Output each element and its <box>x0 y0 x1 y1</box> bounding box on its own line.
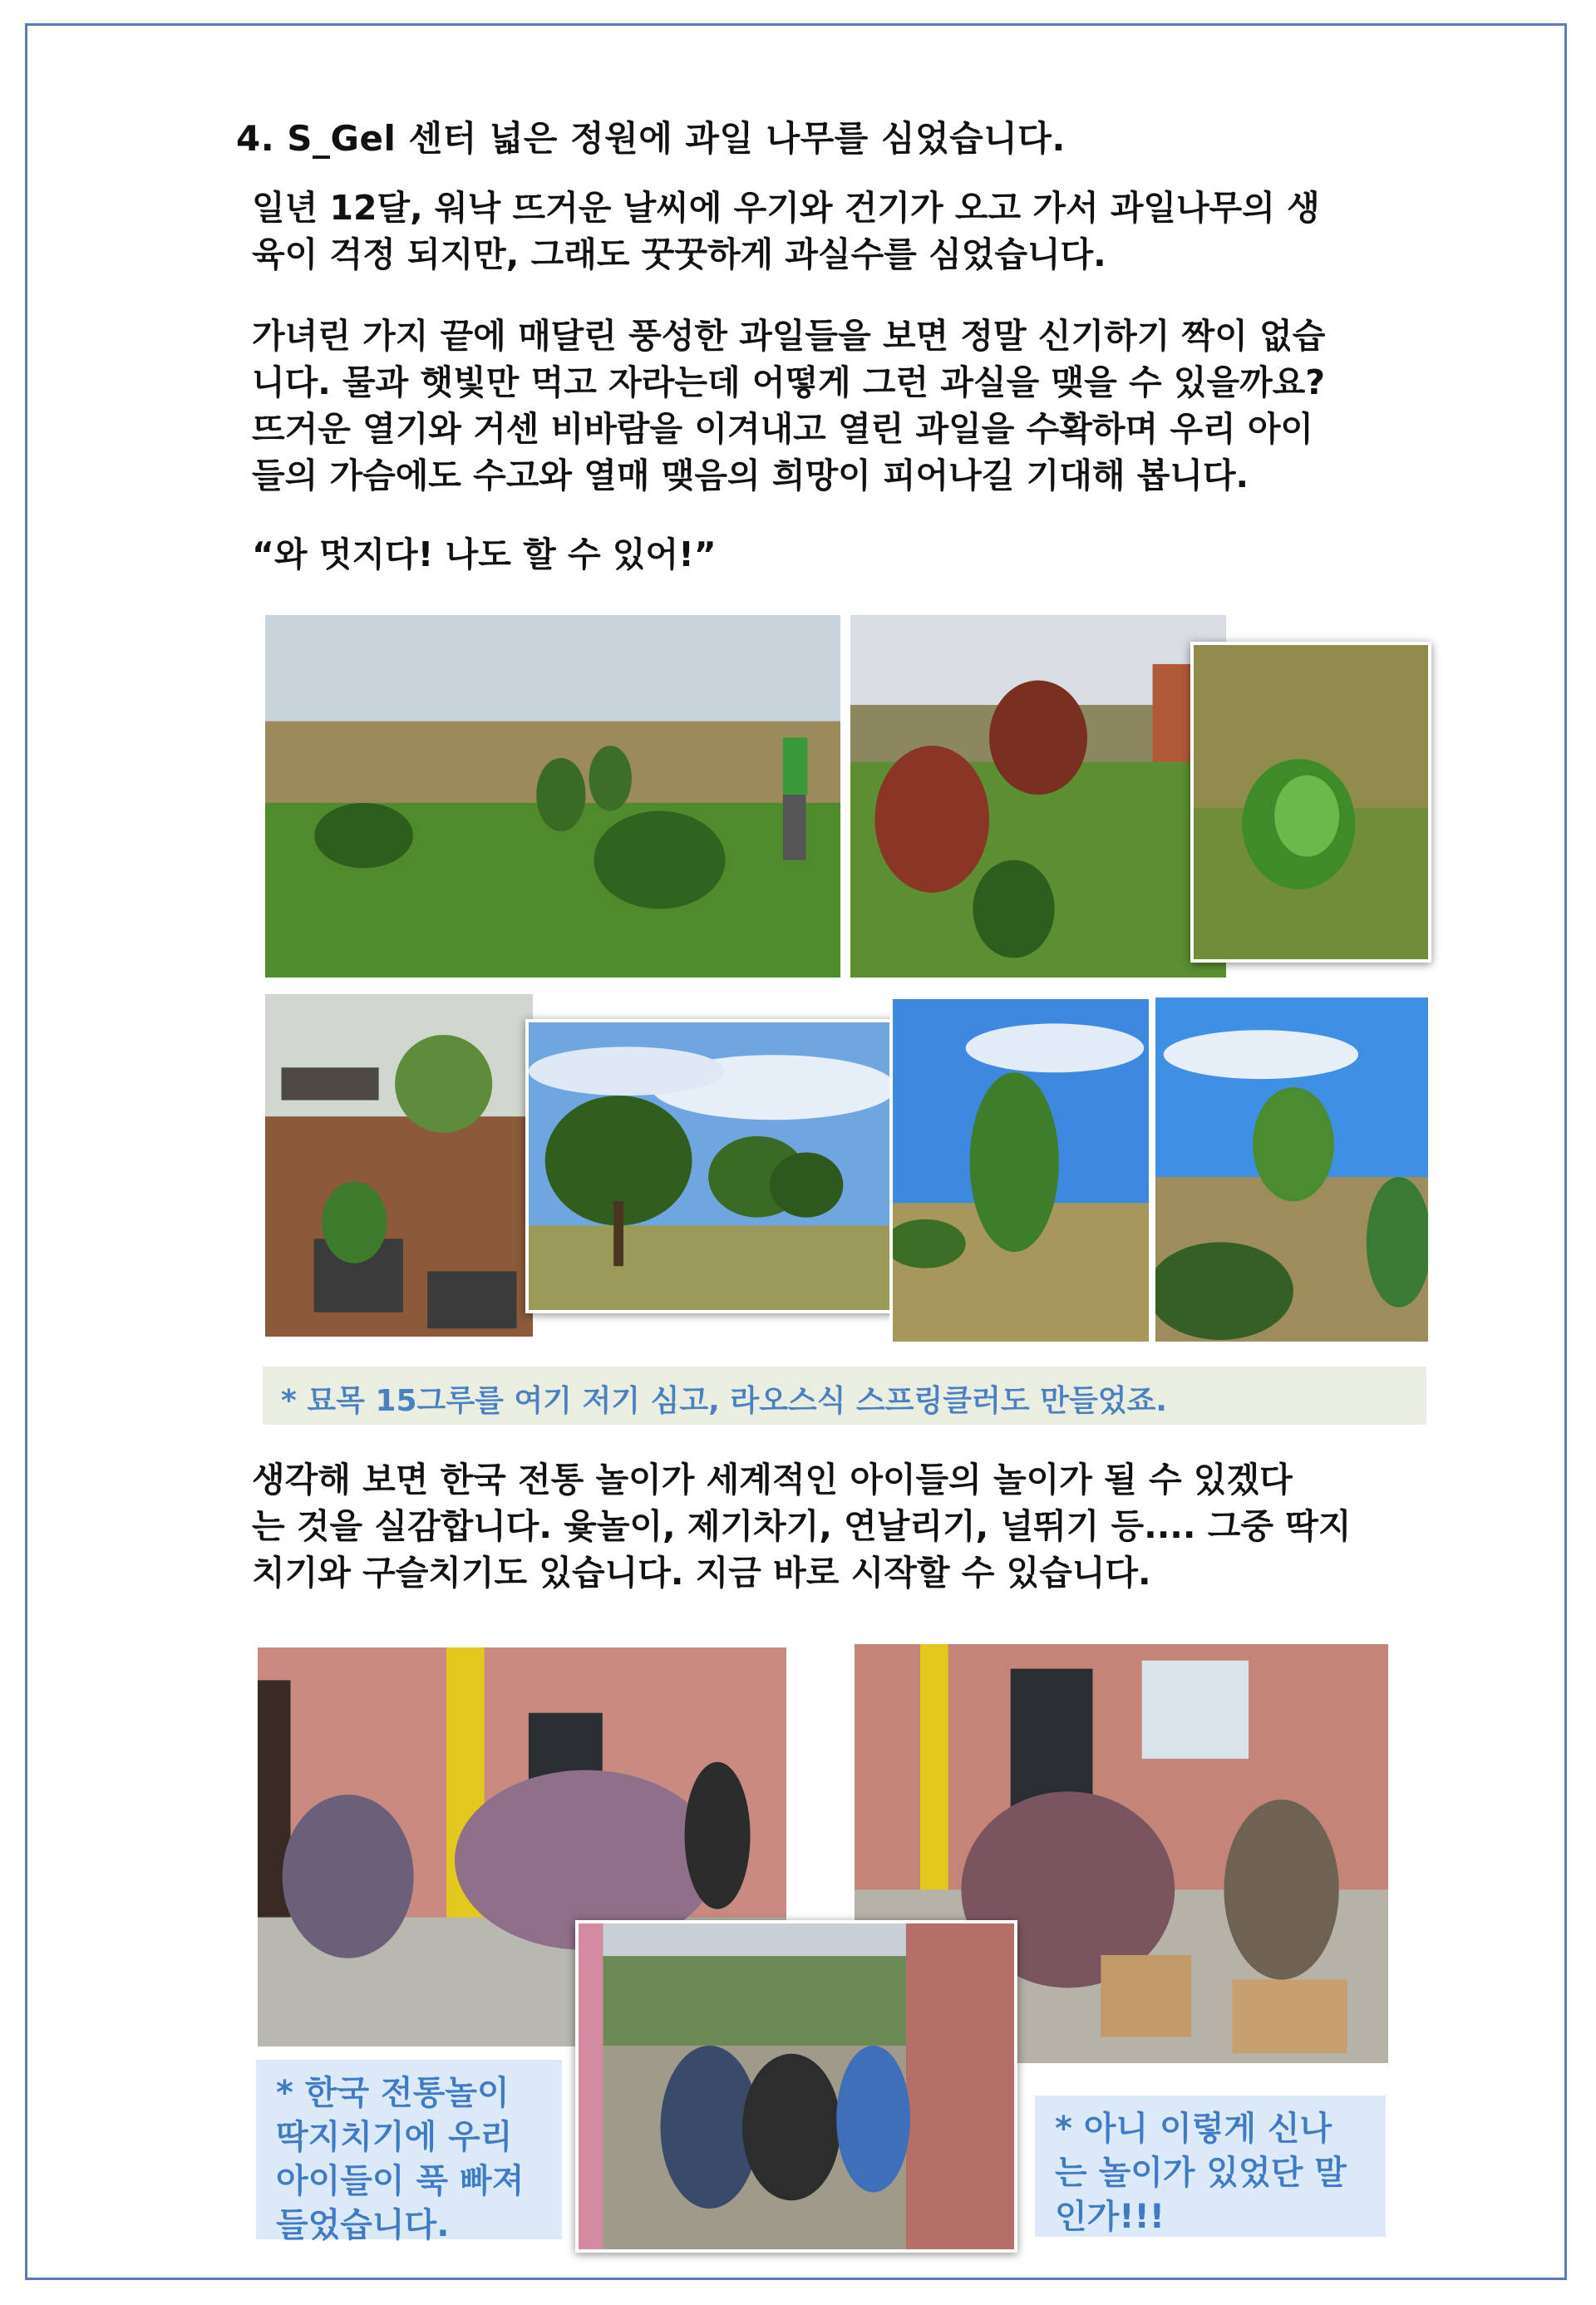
photo-seedling-closeup <box>1190 642 1431 963</box>
photo-hanging-planters <box>262 991 536 1340</box>
photo-mango-tree <box>525 1019 909 1313</box>
section-heading: 4. S_Gel 센터 넓은 정원에 과일 나무를 심었습니다. <box>236 118 1066 159</box>
note-ddakji: * 한국 전통놀이 딱지치기에 우리 아이들이 푹 빠져 들었습니다. <box>256 2060 562 2239</box>
caption-saplings: * 묘목 15그루를 여기 저기 심고, 라오스식 스프링클러도 만들었죠. <box>281 1384 1167 1418</box>
photo-garden-man-planting <box>262 612 844 981</box>
paragraph-korean-games: 생각해 보면 한국 전통 놀이가 세계적인 아이들의 놀이가 될 수 있겠다 는 것을 실감합니다. 윷놀이, 제기차기, 연날리기, 널뛰기 등.... 그중 딱지 치기와 구슬치기도 있습니다. 지금 바로 시작할 수 있습니다. <box>252 1460 1352 1593</box>
note-fun-game: * 아니 이렇게 신나 는 놀이가 있었단 말 인가!!! <box>1035 2096 1386 2237</box>
paragraph-fruit-trees-intro: 일년 12달, 워낙 뜨거운 날씨에 우기와 건기가 오고 가서 과일나무의 생 육이 걱정 되지만, 그래도 꿋꿋하게 과실수를 심었습니다. <box>252 188 1320 274</box>
paragraph-fruit-hope: 가녀린 가지 끝에 매달린 풍성한 과일들을 보면 정말 신기하기 짝이 없습 니다. 물과 햇빛만 먹고 자라는데 어떻게 그런 과실을 맺을 수 있을까요? 뜨거운 열기와 거센 비바람을 이겨내고 열린 과일을 수확하며 우리 아이 들의 가슴에도 수고와 열매 맺음의 희망이 피어나길 기대해 봅니다. <box>252 316 1326 495</box>
photo-garden-red-shrubs <box>847 612 1229 981</box>
photo-children-ddakji-outdoors <box>575 1920 1017 2253</box>
photo-sapling-field <box>1152 994 1431 1345</box>
caption-band-saplings <box>263 1367 1426 1425</box>
quote-children: “와 멋지다! 나도 할 수 있어!” <box>252 534 717 574</box>
photo-young-tree-blue-sky <box>889 996 1152 1345</box>
